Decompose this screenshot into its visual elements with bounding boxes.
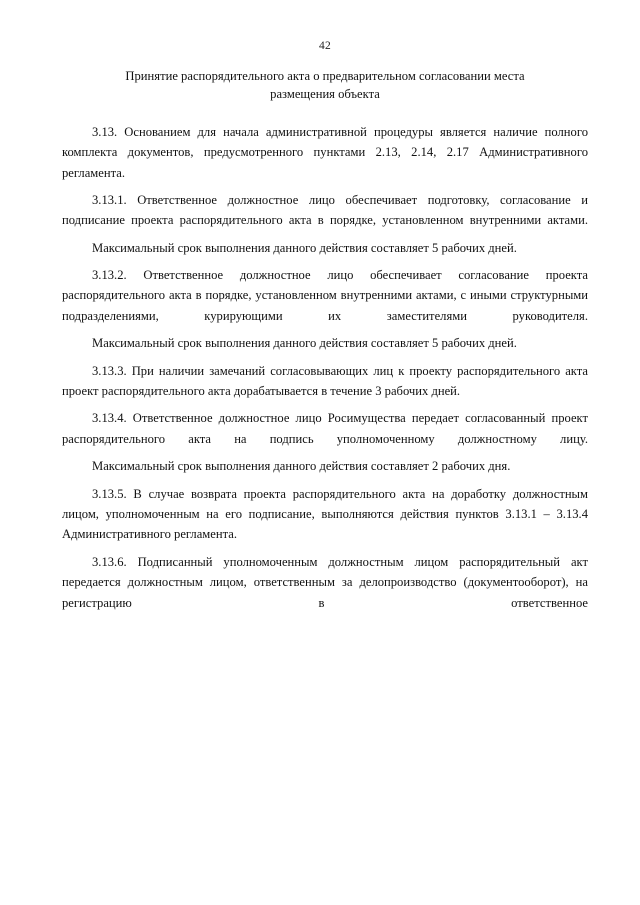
paragraph-3-13-5: 3.13.5. В случае возврата проекта распорядительного акта на доработку должностным лицом, уполномоченным на его подписание, выполняются действия пунктов 3.13.1 – 3.13.4 Административного регламента.	[62, 486, 588, 542]
paragraph-3-13: 3.13. Основанием для начала административной процедуры является наличие полного комплекта документов, предусмотренного пунктами 2.13, 2.14, 2.17 Административного регламента.	[62, 124, 588, 180]
paragraph-3-13-3: 3.13.3. При наличии замечаний согласовывающих лиц к проекту распорядительного акта проект распорядительного акта дорабатывается в течение 3 рабочих дней.	[62, 363, 588, 399]
paragraph-3-13-1: 3.13.1. Ответственное должностное лицо обеспечивает подготовку, согласование и подписание проекта распорядительного акта в порядке, установленном внутренними актами.	[62, 192, 588, 228]
paragraph-3-13-1-term: Максимальный срок выполнения данного действия составляет 5 рабочих дней.	[92, 240, 517, 255]
paragraph-3-13-4: 3.13.4. Ответственное должностное лицо Росимущества передает согласованный проект распорядительного акта на подпись уполномоченному должностному лицу.	[62, 411, 588, 446]
paragraph-3-13-2: 3.13.2. Ответственное должностное лицо обеспечивает согласование проекта распорядительного акта в порядке, установленном внутренними актами, с иными структурными подразделениями, курирующими их заместителями руководителя.	[62, 268, 588, 323]
paragraph-3-13-6: 3.13.6. Подписанный уполномоченным должностным лицом распорядительный акт передается должностным лицом, ответственным за делопроизводство (документооборот), на регистрацию в ответственное	[62, 554, 588, 610]
paragraph-3-13-4-term: Максимальный срок выполнения данного действия составляет 2 рабочих дня.	[92, 459, 511, 474]
paragraph-3-13-2-term: Максимальный срок выполнения данного действия составляет 5 рабочих дней.	[92, 336, 517, 351]
page-title	[76, 68, 574, 104]
page-title-line-1: Принятие распорядительного акта о предварительном согласовании места	[125, 69, 525, 83]
page-number: 42	[319, 40, 331, 52]
page-title-line-2: размещения объекта	[270, 86, 380, 101]
